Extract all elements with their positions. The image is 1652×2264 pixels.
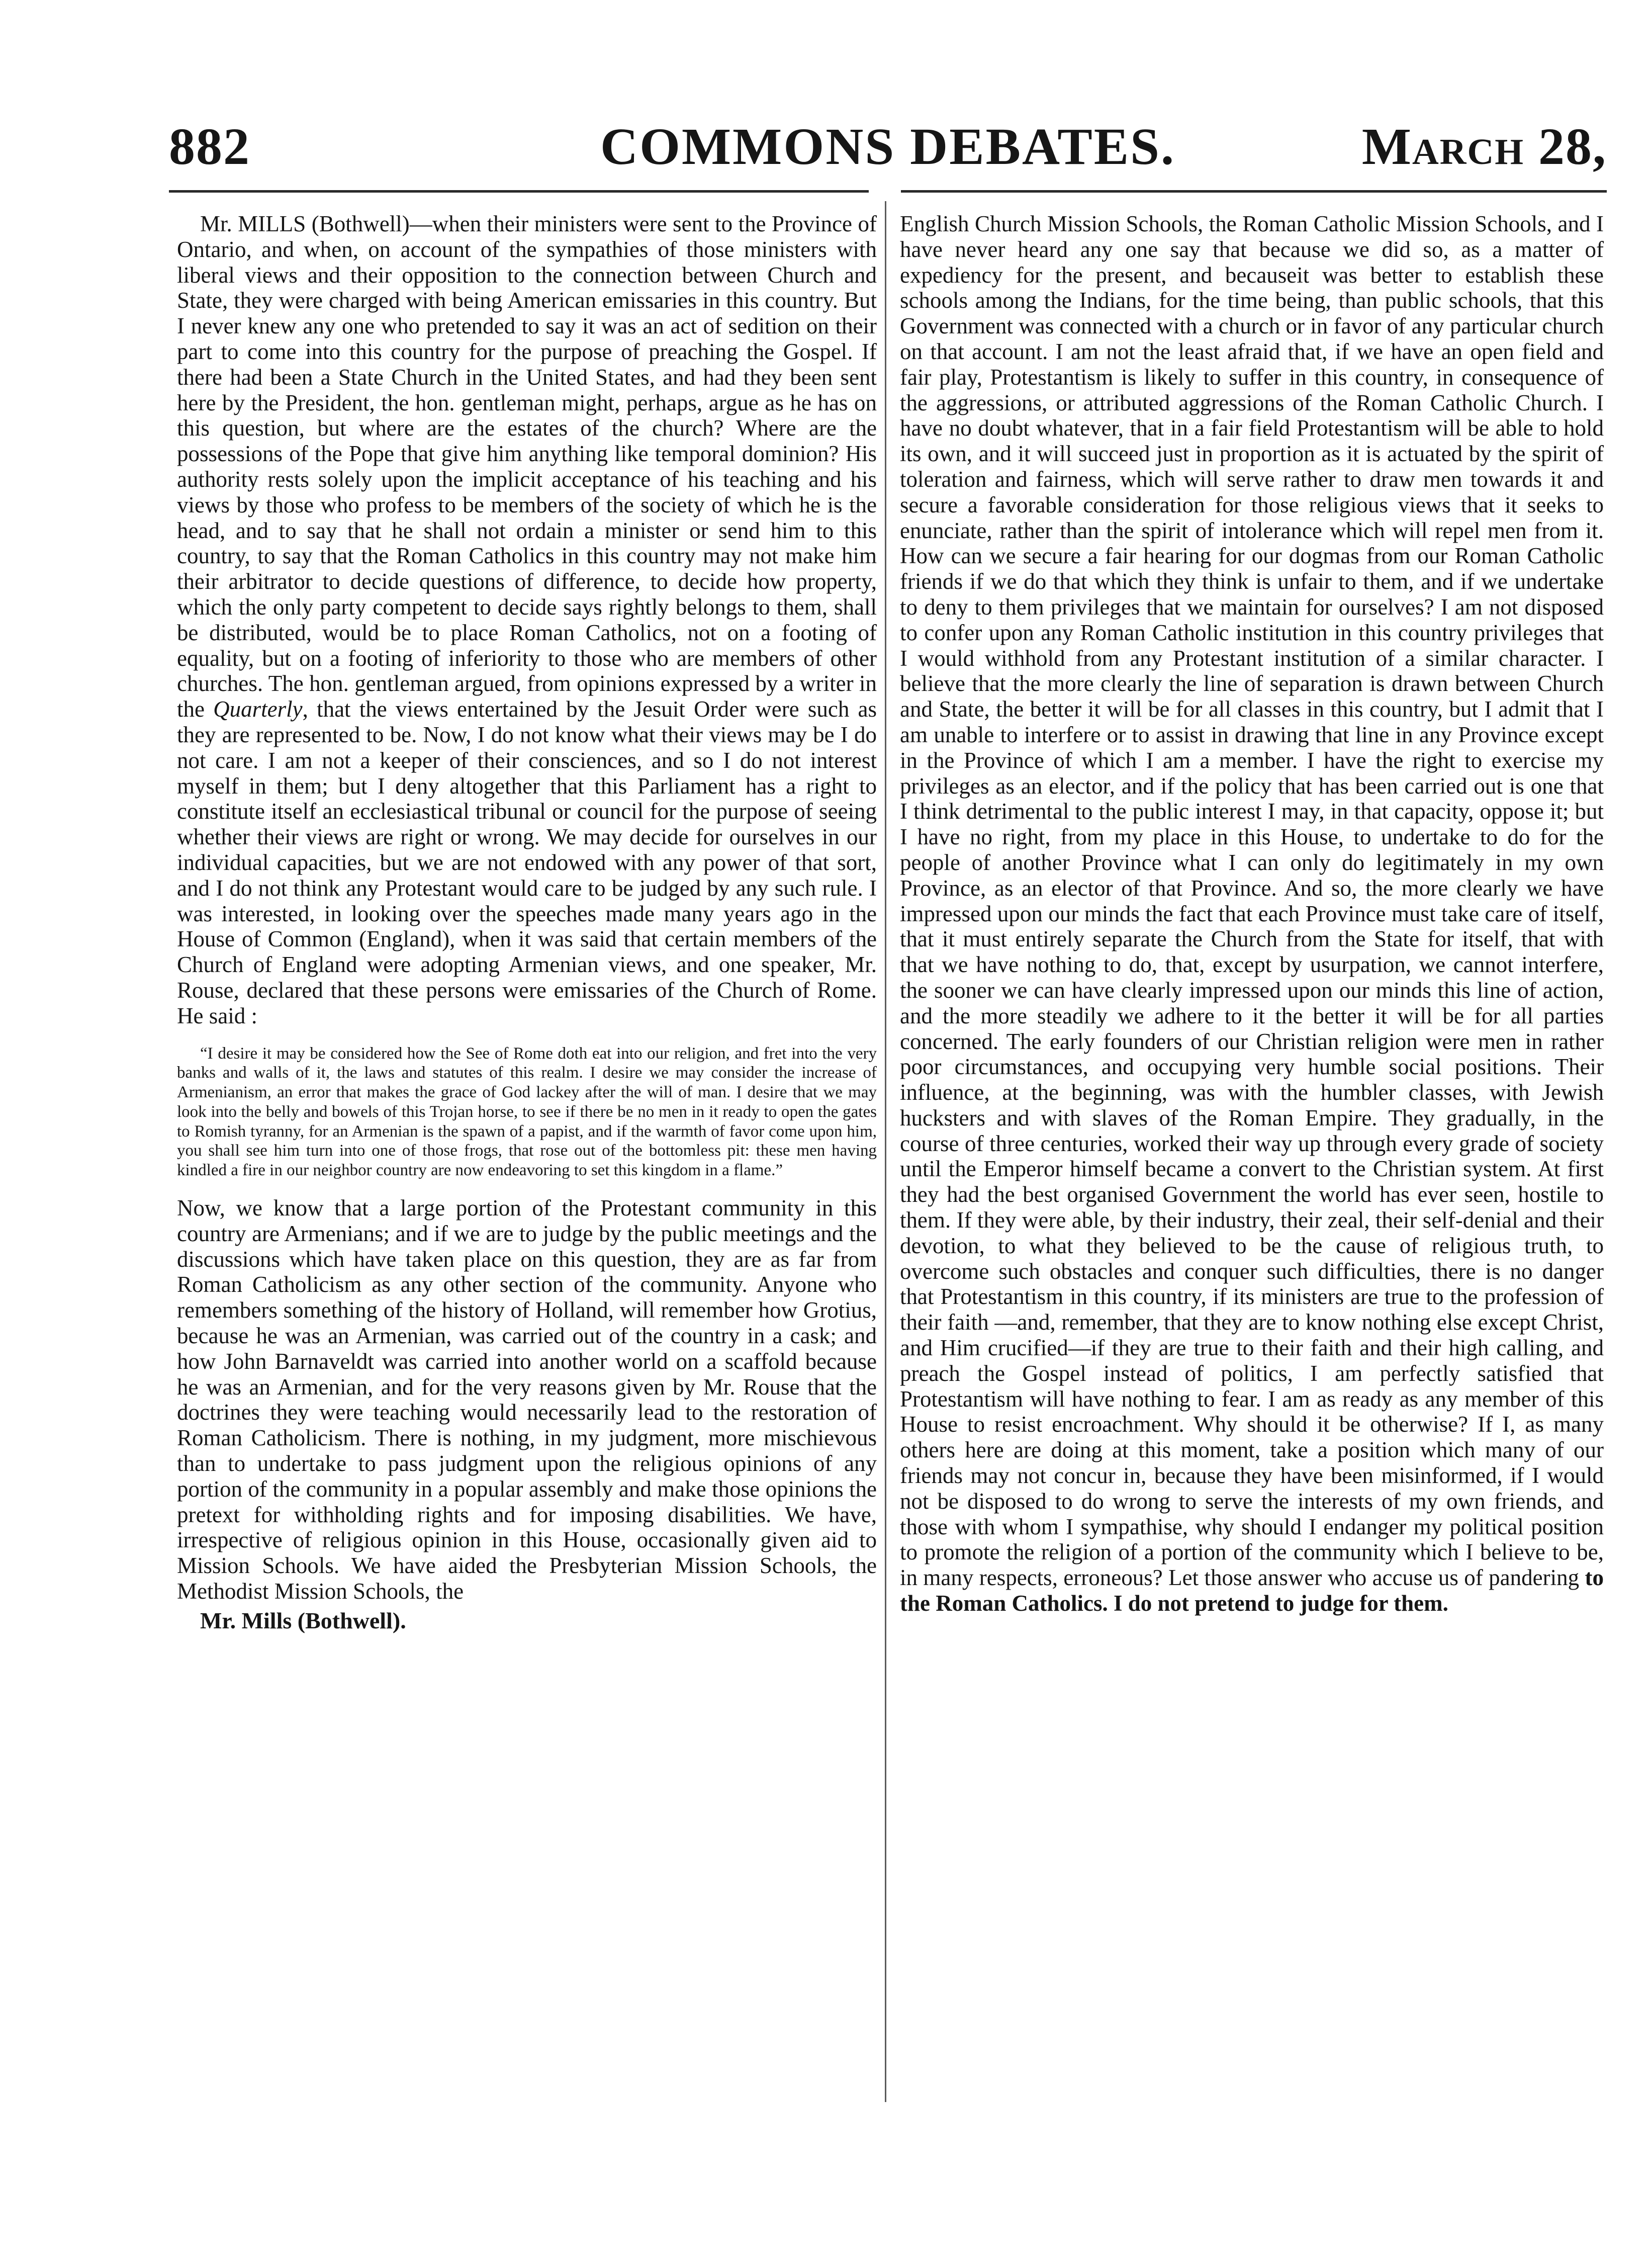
block-quote: “I desire it may be considered how the See of Rome doth eat into our religion, and fret into the very banks and walls of it, the laws and statutes of this realm. I desire we may consider the increase of Armenianism, an error that makes the grace of God lackey after the will of man. I desire that we may look into the belly and bowels of this Trojan horse, to see if there be no men in it ready to open the gates to Romish tyranny, for an Armenian is the spawn of a papist, and if the warmth of favor come upon him, you shall see him turn into one of those frogs, that rose out of the bottomless pit: these men having kindled a fire in our neighbor country are now endeavoring to set this kingdom in a flame.” — [177, 1044, 877, 1180]
paragraph-text: English Church Mission Schools, the Roman Catholic Mission Schools, and I have never heard any one say that because we did so, as a matter of expediency for the present, and becauseit was better to establish these schools among the Indians, for the time being, than public schools, that this Government was connected with a church or in favor of any particular church on that account. I am not the least afraid that, if we have an open field and fair play, Protestantism is likely to suffer in this country, in consequence of the aggressions, or attributed aggressions of the Roman Catholic Church. I have no doubt whatever, that in a fair field Protestantism will be able to hold its own, and it will succeed just in proportion as it is actuated by the spirit of toleration and fairness, which will serve rather to draw men towards it and secure a favorable consideration for those religious views that it seeks to enunciate, rather than the spirit of intolerance which will repel men from it. How can we secure a fair hearing for our dogmas from our Roman Catholic friends if we do that which they think is unfair to them, and if we undertake to deny to them privileges that we maintain for ourselves? I am not disposed to confer upon any Roman Catholic institution in this country privileges that I would withhold from any Protestant institution of a similar character. I believe that the more clearly the line of separation is drawn between Church and State, the better it will be for all classes in this country, but I admit that I am unable to interfere or to assist in drawing that line in any Province except in the Province of which I am a member. I have the right to exercise my privileges as an elector, and if the policy that has been carried out is one that I think detrimental to the public interest I may, in that capacity, oppose it; but I have no right, from my place in this House, to undertake to do for the people of another Province what I can only do legitimately in my own Province, as an elector of that Province. And so, the more clearly we have impressed upon our minds the fact that each Province must take care of itself, that it must entirely separate the Church from the State for itself, that with that we have nothing to do, that, except by usurpation, we cannot interfere, the sooner we can have clearly impressed upon our minds this line of action, and the more steadily we adhere to it the better it will be for all parties concerned. The early founders of our Christian religion were men in rather poor circumstances, and occupying very humble social positions. Their influence, at the beginning, was with the humbler classes, with Jewish hucksters and with slaves of the Roman Empire. They gradually, in the course of three centuries, worked their way up through every grade of society until the Emperor himself became a convert to the Christian system. At first they had the best organised Government the world has ever seen, hostile to them. If they were able, by their industry, their zeal, their self-denial and their devotion, to what they believed to be the cause of religious truth, to overcome such obstacles and conquer such difficulties, there is no danger that Protestantism in this country, if its ministers are true to the profession of their faith —and, remember, that they are to know nothing else except Christ, and Him crucified—if they are true to their faith and their high calling, and preach the Gospel instead of politics, I am perfectly satisfied that Protestantism will have nothing to fear. I am as ready as any member of this House to resist encroachment. Why should it be otherwise? If I, as many others here are doing at this moment, take a position which many of our friends may not concur in, because they have been misinformed, if I would not be disposed to do wrong to serve the interests of my own friends, and those with whom I sympathise, why should I endanger my political position to promote the religion of a portion of the community which I believe to be, in many respects, erroneous? Let those answer who accuse us of pandering — [900, 211, 1604, 1591]
page-number: 882 — [169, 118, 250, 176]
right-column — [900, 211, 1604, 1616]
running-speaker-footer: Mr. Mills (Bothwell). — [200, 1607, 406, 1633]
header-rule-right — [901, 190, 1607, 193]
publication-title: Quarterly — [213, 696, 303, 722]
page-header — [169, 117, 1607, 182]
paragraph: Now, we know that a large portion of the Protestant community in this country are Armenians; and if we are to judge by the public meetings and the discussions which have taken place on this question, they are as far from Roman Catholicism as any other section of the community. Anyone who remembers something of the history of Holland, will remember how Grotius, because he was an Armenian, was carried out of the country in a cask; and how John Barnaveldt was carried into another world on a scaffold because he was an Armenian, and for the very reasons given by Mr. Rouse that the doctrines they were teaching would necessarily lead to the restoration of Roman Catholicism. There is nothing, in my judgment, more mischievous than to undertake to pass judgment upon the religious opinions of any portion of the community in a popular assembly and make those opinions the pretext for withholding rights and for imposing disabilities. We have, irrespective of religious opinion in this House, occasionally given aid to Mission Schools. We have aided the Presbyterian Mission Schools, the Methodist Mission Schools, the — [177, 1195, 877, 1604]
column-divider — [885, 201, 886, 2102]
speaker-name: Mr. MILLS — [200, 211, 306, 236]
header-date: March 28, — [1361, 118, 1607, 176]
left-column — [177, 211, 877, 1634]
paragraph — [900, 211, 1604, 1616]
page-title: COMMONS DEBATES. — [600, 118, 1175, 176]
paragraph-text: , that the views entertained by the Jesuit Order were such as they are represented to be. Now, I do not know what their views may be I do not care. I am not a keeper of their consciences, and so I do not interest myself in them; but I deny altogether that this Parliament has a right to constitute itself an ecclesiastical tribunal or council for the purpose of seeing whether their views are right or wrong. We may decide for ourselves in our individual capacities, but we are not endowed with any power of that sort, and I do not think any Protestant would care to be judged by any such rule. I was interested, in looking over the speeches made many years ago in the House of Common (England), when it was said that certain members of the Church of England were adopting Armenian views, and one speaker, Mr. Rouse, declared that these persons were emissaries of the Church of Rome. He said : — [177, 696, 877, 1028]
header-rule-left — [169, 190, 869, 193]
paragraph-text-bold: to the Roman Catholics. I do not pretend to judge for them. — [900, 1565, 1604, 1616]
paragraph — [177, 211, 877, 1029]
paragraph-text: (Bothwell)—when their ministers were sent to the Province of Ontario, and when, on account of the sympathies of those ministers with liberal views and their opposition to the connection between Church and State, they were charged with being American emissaries in this country. But I never knew any one who pretended to say it was an act of sedition on their part to come into this country for the purpose of preaching the Gospel. If there had been a State Church in the United States, and had they been sent here by the President, the hon. gentleman might, perhaps, argue as he has on this question, but where are the estates of the church? Where are the possessions of the Pope that give him anything like temporal dominion? His authority rests solely upon the implicit acceptance of his teaching and his views by those who profess to be members of the society of which he is the head, and to say that he shall not ordain a minister or send him to this country, to say that the Roman Catholics in this country may not make him their arbitrator to decide questions of difference, to decide how property, which the only party competent to decide says rightly belongs to them, shall be distributed, would be to place Roman Catholics, not on a footing of equality, but on a footing of inferiority to those who are members of other churches. The hon. gentleman argued, from opinions expressed by a writer in the — [177, 211, 877, 722]
